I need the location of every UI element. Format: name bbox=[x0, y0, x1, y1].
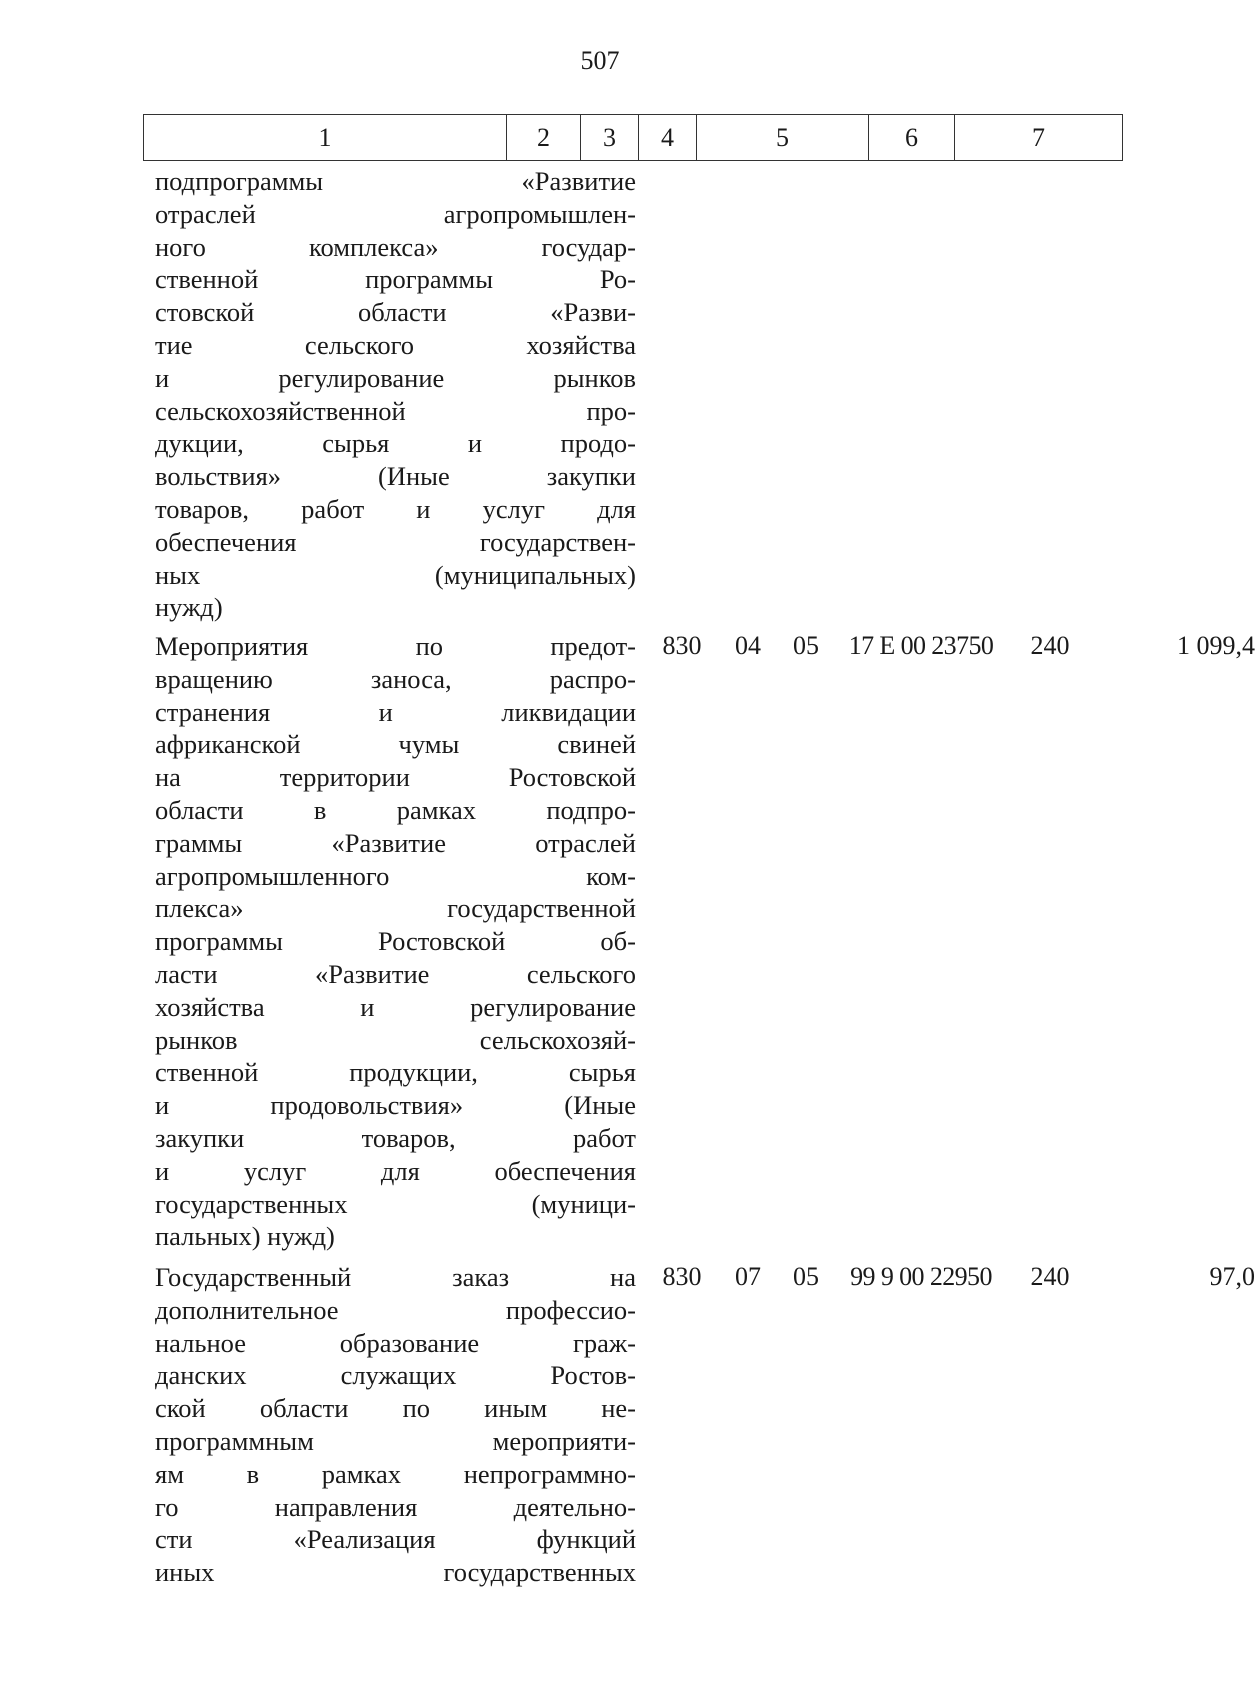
description-line: данских служащих Ростов- bbox=[155, 1360, 636, 1391]
target-article-code: 99 9 00 22950 bbox=[850, 1262, 992, 1291]
description-line: государственных (муници- bbox=[155, 1188, 636, 1219]
description-line: нужд) bbox=[155, 592, 223, 623]
header-col-1: 1 bbox=[144, 115, 507, 161]
description-line: го направления деятельно- bbox=[155, 1491, 636, 1522]
description-line: товаров, работ и услуг для bbox=[155, 493, 636, 524]
description-line: ской области по иным не- bbox=[155, 1393, 636, 1424]
description-line: агропромышленного ком- bbox=[155, 860, 636, 891]
description-line: ственной программы Ро- bbox=[155, 264, 636, 295]
description-line: отраслей агропромышлен- bbox=[155, 198, 636, 229]
target-article-code: 17 Е 00 23750 bbox=[848, 631, 994, 660]
description-line: вращению заноса, распро- bbox=[155, 663, 636, 694]
description-line: стовской области «Разви- bbox=[155, 297, 636, 328]
description-line: пальных) нужд) bbox=[155, 1221, 335, 1252]
row-description bbox=[155, 165, 636, 624]
subsection-code: 05 bbox=[793, 631, 819, 660]
description-line: граммы «Развитие отраслей bbox=[155, 827, 636, 858]
description-line: странения и ликвидации bbox=[155, 696, 636, 727]
description-line: Государственный заказ на bbox=[155, 1262, 636, 1292]
description-line: обеспечения государствен- bbox=[155, 526, 636, 557]
table-header bbox=[143, 114, 1123, 161]
section-code: 04 bbox=[735, 631, 761, 660]
description-line: плекса» государственной bbox=[155, 893, 636, 924]
description-line: ных (муниципальных) bbox=[155, 559, 636, 590]
description-line: программным мероприяти- bbox=[155, 1425, 636, 1456]
expense-type-code: 240 bbox=[1030, 631, 1070, 660]
description-line: и продовольствия» (Иные bbox=[155, 1090, 636, 1121]
description-line: тие сельского хозяйства bbox=[155, 329, 636, 360]
header-col-6: 6 bbox=[869, 115, 955, 161]
description-line: ственной продукции, сырья bbox=[155, 1057, 636, 1088]
description-line: африканской чумы свиней bbox=[155, 729, 636, 760]
admin-code: 830 bbox=[662, 631, 702, 660]
description-line: ласти «Развитие сельского bbox=[155, 958, 636, 989]
description-line: на территории Ростовской bbox=[155, 762, 636, 793]
description-line: вольствия» (Иные закупки bbox=[155, 461, 636, 492]
description-line: и услуг для обеспечения bbox=[155, 1155, 636, 1186]
description-line: Мероприятия по предот- bbox=[155, 631, 636, 661]
description-line: рынков сельскохозяй- bbox=[155, 1024, 636, 1055]
header-col-2: 2 bbox=[507, 115, 581, 161]
amount: 97,0 bbox=[1209, 1262, 1255, 1291]
admin-code: 830 bbox=[662, 1262, 702, 1291]
description-line: области в рамках подпро- bbox=[155, 794, 636, 825]
row-description bbox=[155, 630, 636, 1253]
description-line: и регулирование рынков bbox=[155, 362, 636, 393]
header-col-3: 3 bbox=[581, 115, 639, 161]
header-col-7: 7 bbox=[955, 115, 1123, 161]
description-line: хозяйства и регулирование bbox=[155, 991, 636, 1022]
header-col-5: 5 bbox=[697, 115, 869, 161]
description-line: сти «Реализация функций bbox=[155, 1524, 636, 1555]
description-line: ного комплекса» государ- bbox=[155, 231, 636, 262]
description-line: закупки товаров, работ bbox=[155, 1122, 636, 1153]
amount: 1 099,4 bbox=[1177, 631, 1255, 660]
description-line: ям в рамках непрограммно- bbox=[155, 1458, 636, 1489]
section-code: 07 bbox=[735, 1262, 761, 1291]
page-number: 507 bbox=[580, 46, 620, 75]
row-description bbox=[155, 1261, 636, 1589]
description-line: нальное образование граж- bbox=[155, 1327, 636, 1358]
description-line: подпрограммы «Развитие bbox=[155, 166, 636, 196]
description-line: дополнительное профессио- bbox=[155, 1294, 636, 1325]
description-line: сельскохозяйственной про- bbox=[155, 395, 636, 426]
description-line: иных государственных bbox=[155, 1557, 636, 1588]
header-col-4: 4 bbox=[639, 115, 697, 161]
description-line: дукции, сырья и продо- bbox=[155, 428, 636, 459]
header-row bbox=[144, 115, 1123, 161]
expense-type-code: 240 bbox=[1030, 1262, 1070, 1291]
subsection-code: 05 bbox=[793, 1262, 819, 1291]
description-line: программы Ростовской об- bbox=[155, 926, 636, 957]
